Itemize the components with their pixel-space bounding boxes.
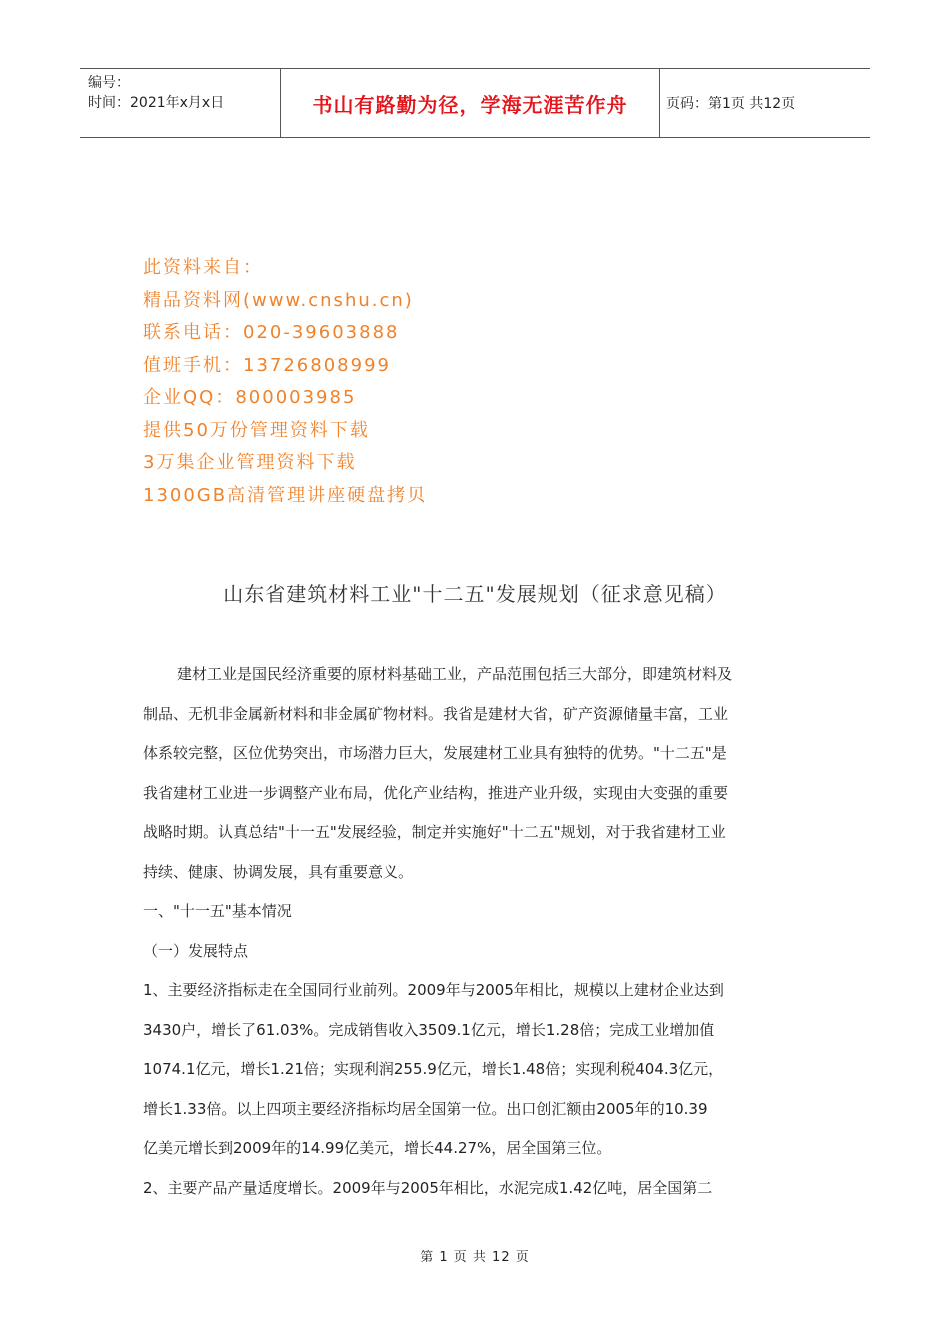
item1-line: 增长1.33倍。以上四项主要经济指标均居全国第一位。出口创汇额由2005年的10.39 <box>143 1099 708 1118</box>
ad-line: 联系电话：020-39603888 <box>143 322 400 343</box>
intro-line: 战略时期。认真总结"十一五"发展经验，制定并实施好"十二五"规划，对于我省建材工业 <box>143 823 726 841</box>
header-motto: 书山有路勤为径，学海无涯苦作舟 <box>280 69 660 137</box>
intro-line: 我省建材工业进一步调整产业布局，优化产业结构，推进产业升级，实现由大变强的重要 <box>143 783 729 802</box>
item1-line: 1、主要经济指标走在全国同行业前列。2009年与2005年相比，规模以上建材企业达到 <box>143 981 724 999</box>
number-label: 编号： <box>88 75 130 91</box>
intro-line: 持续、健康、协调发展，具有重要意义。 <box>143 862 414 881</box>
item1-line: 3430户，增长了61.03%。完成销售收入3509.1亿元，增长1.28倍；完成工业增加值 <box>143 1020 715 1039</box>
page-header <box>80 68 870 138</box>
section-heading: 一、"十一五"基本情况 <box>143 902 292 920</box>
ad-line: 企业QQ：800003985 <box>143 387 357 408</box>
item2-line: 2、主要产品产量适度增长。2009年与2005年相比，水泥完成1.42亿吨，居全国第二 <box>143 1178 713 1197</box>
header-meta <box>80 69 280 137</box>
item1-line: 1074.1亿元，增长1.21倍；实现利润255.9亿元，增长1.48倍；实现利税404.3亿元， <box>143 1060 724 1078</box>
ad-block <box>143 252 427 512</box>
ad-line: 值班手机：13726808999 <box>143 354 391 376</box>
ad-line: 3万集企业管理资料下载 <box>143 452 357 473</box>
document-title: 山东省建筑材料工业"十二五"发展规划（征求意见稿） <box>223 582 727 606</box>
ad-line: 此资料来自： <box>143 257 263 278</box>
intro-line: 体系较完整，区位优势突出，市场潜力巨大，发展建材工业具有独特的优势。"十二五"是 <box>143 744 727 762</box>
ad-line: 精品资料网(www.cnshu.cn) <box>143 289 414 311</box>
ad-line: 1300GB高清管理讲座硬盘拷贝 <box>143 484 428 506</box>
item1-line: 亿美元增长到2009年的14.99亿美元，增长44.27%，居全国第三位。 <box>143 1139 612 1157</box>
intro-line: 制品、无机非金属新材料和非金属矿物材料。我省是建材大省，矿产资源储量丰富，工业 <box>143 704 729 723</box>
intro-line: 建材工业是国民经济重要的原材料基础工业，产品范围包括三大部分，即建筑材料及 <box>177 665 733 683</box>
document-body <box>143 655 813 1208</box>
ad-line: 提供50万份管理资料下载 <box>143 419 370 441</box>
time-label: 时间：2021年x月x日 <box>88 95 225 111</box>
header-page-info: 页码：第1页 共12页 <box>666 96 796 112</box>
page-footer: 第 1 页 共 12 页 <box>420 1250 530 1265</box>
subsection-heading: （一）发展特点 <box>143 941 249 960</box>
